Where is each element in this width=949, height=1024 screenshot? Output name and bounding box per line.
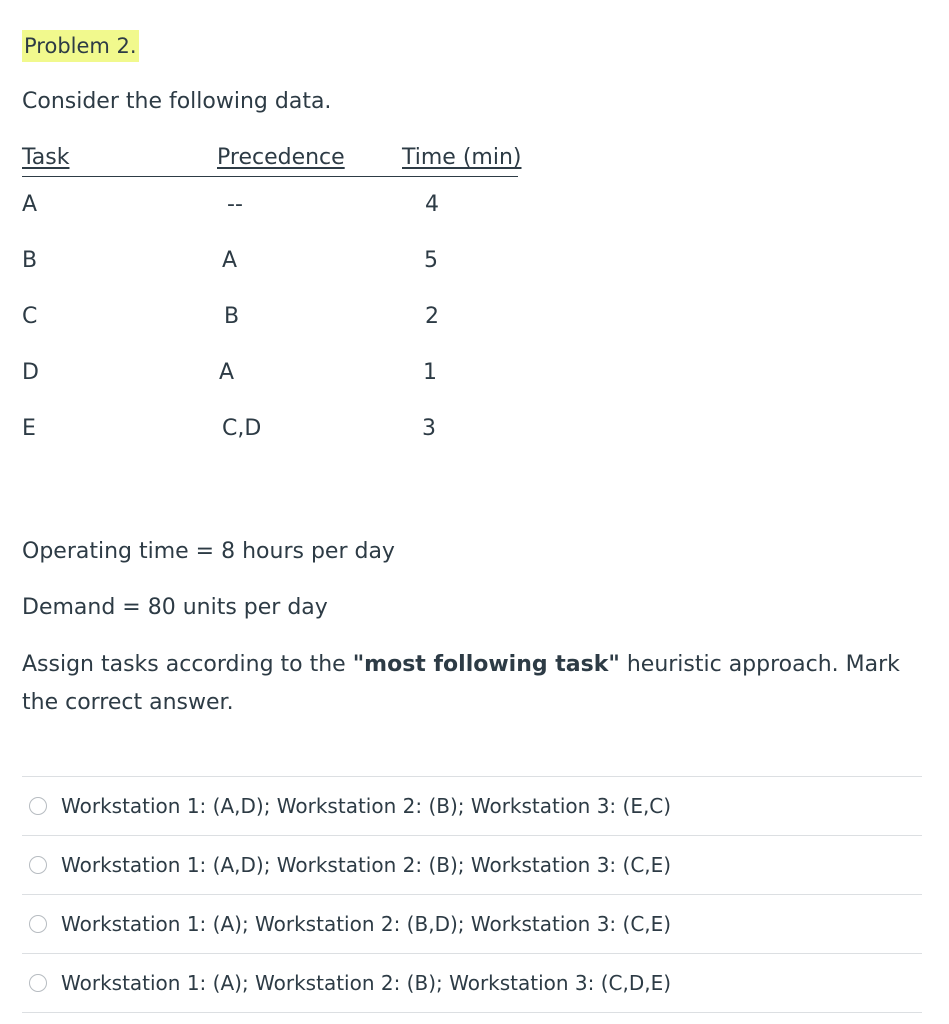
radio-button[interactable] (29, 856, 47, 874)
radio-button[interactable] (29, 974, 47, 992)
answer-label[interactable]: Workstation 1: (A,D); Workstation 2: (B); Workstation 3: (E,C) (61, 794, 672, 818)
instruction-before: Assign tasks according to the (22, 652, 353, 677)
precedence-cell: A (219, 360, 235, 385)
time-cell: 5 (424, 248, 438, 273)
answer-label[interactable]: Workstation 1: (A,D); Workstation 2: (B); Workstation 3: (C,E) (61, 853, 672, 877)
task-cell: C (22, 304, 38, 329)
time-cell: 1 (423, 360, 437, 385)
task-table (22, 140, 522, 457)
answer-option[interactable] (22, 777, 922, 836)
answer-label[interactable]: Workstation 1: (A); Workstation 2: (B); Workstation 3: (C,D,E) (61, 971, 672, 995)
task-cell: E (22, 416, 36, 441)
task-cell: D (22, 360, 39, 385)
instruction-text (22, 646, 922, 722)
instruction-bold: "most following task" (352, 652, 620, 677)
intro-text: Consider the following data. (22, 89, 332, 114)
answer-label[interactable]: Workstation 1: (A); Workstation 2: (B,D); Workstation 3: (C,E) (61, 912, 672, 936)
precedence-cell: B (224, 304, 240, 329)
instruction-after: heuristic approach. Mark the correct answer. (22, 652, 900, 715)
time-cell: 3 (422, 416, 436, 441)
demand-text: Demand = 80 units per day (22, 595, 328, 620)
problem-title: Problem 2. (22, 30, 139, 62)
table-row (22, 401, 518, 457)
header-time: Time (min) (402, 145, 522, 170)
table-row (22, 233, 518, 289)
operating-time-text: Operating time = 8 hours per day (22, 539, 395, 564)
answer-option[interactable] (22, 895, 922, 954)
header-precedence: Precedence (217, 145, 345, 170)
table-row (22, 177, 518, 233)
answer-list (22, 776, 922, 1013)
radio-button[interactable] (29, 797, 47, 815)
time-cell: 4 (425, 192, 439, 217)
task-cell: B (22, 248, 38, 273)
time-cell: 2 (425, 304, 439, 329)
precedence-cell: -- (227, 192, 243, 217)
precedence-cell: A (222, 248, 238, 273)
answer-option[interactable] (22, 954, 922, 1013)
table-row (22, 345, 518, 401)
table-row (22, 289, 518, 345)
radio-button[interactable] (29, 915, 47, 933)
answer-option[interactable] (22, 836, 922, 895)
task-cell: A (22, 192, 38, 217)
header-task: Task (22, 145, 70, 170)
precedence-cell: C,D (222, 416, 262, 441)
table-header-row (22, 140, 522, 177)
